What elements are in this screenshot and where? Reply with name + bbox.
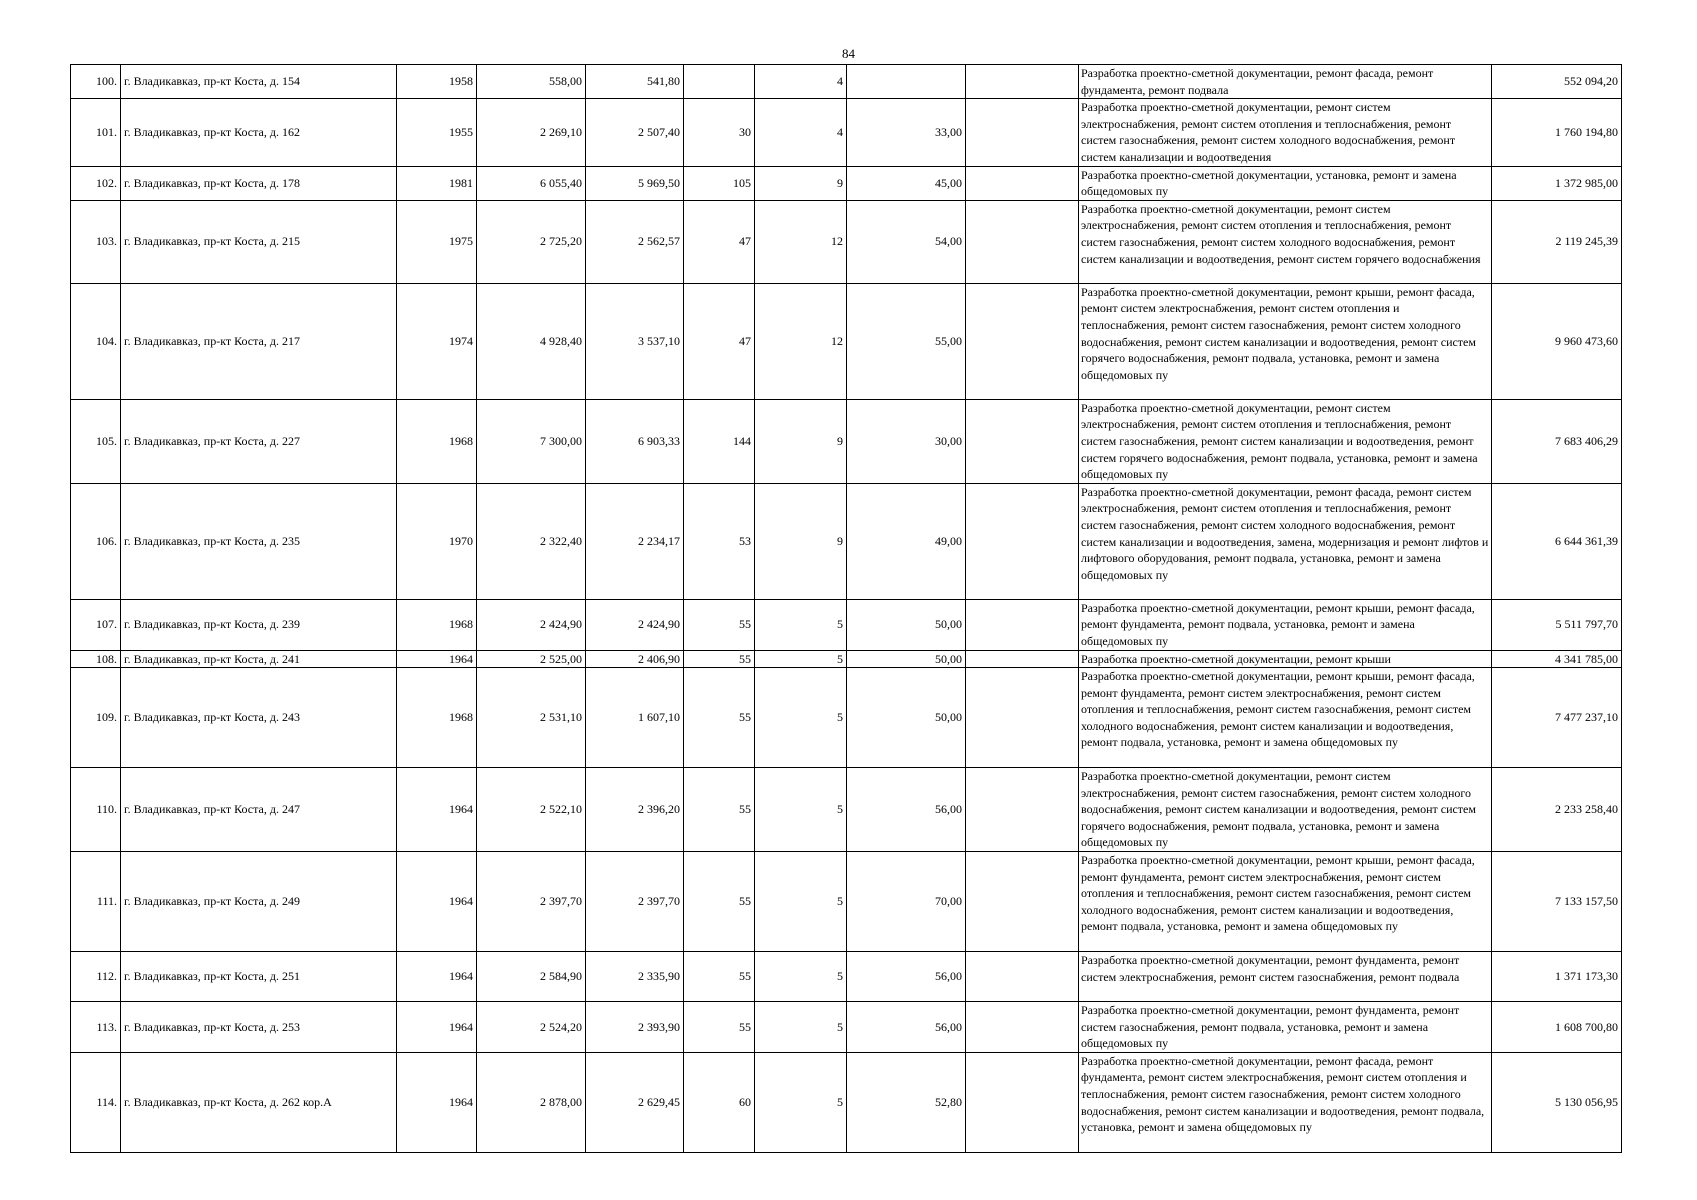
floors-cell: 5 xyxy=(755,1002,847,1053)
table-row xyxy=(71,399,1622,483)
empty-cell xyxy=(966,768,1079,852)
cost-cell: 552 094,20 xyxy=(1492,65,1622,99)
works-list-cell: Разработка проектно-сметной документации, ремонт систем электроснабжения, ремонт систем отопления и теплоснабжения, ремонт систем газоснабжения, ремонт систем канализации и водоотведения, ремонт систем горячего водоснабжения, ремонт подвала, установка, ремонт и замена общедомовых пу xyxy=(1079,399,1492,483)
cost-cell: 5 130 056,95 xyxy=(1492,1052,1622,1152)
address-cell: г. Владикавказ, пр-кт Коста, д. 247 xyxy=(121,768,397,852)
address-cell: г. Владикавказ, пр-кт Коста, д. 253 xyxy=(121,1002,397,1053)
residents-cell: 55 xyxy=(684,1002,755,1053)
total-area-cell: 4 928,40 xyxy=(477,283,586,399)
residents-cell: 47 xyxy=(684,283,755,399)
table-row xyxy=(71,599,1622,650)
value-cell: 56,00 xyxy=(847,768,966,852)
table-row xyxy=(71,65,1622,99)
year-cell: 1964 xyxy=(397,1052,477,1152)
address-cell: г. Владикавказ, пр-кт Коста, д. 215 xyxy=(121,200,397,283)
value-cell: 30,00 xyxy=(847,399,966,483)
cost-cell: 2 119 245,39 xyxy=(1492,200,1622,283)
empty-cell xyxy=(966,166,1079,200)
total-area-cell: 2 725,20 xyxy=(477,200,586,283)
residents-cell: 53 xyxy=(684,483,755,599)
value-cell: 56,00 xyxy=(847,1002,966,1053)
table-row xyxy=(71,99,1622,166)
residents-cell: 55 xyxy=(684,599,755,650)
total-area-cell: 558,00 xyxy=(477,65,586,99)
table-row xyxy=(71,200,1622,283)
cost-cell: 7 683 406,29 xyxy=(1492,399,1622,483)
works-list-cell: Разработка проектно-сметной документации, ремонт систем электроснабжения, ремонт систем отопления и теплоснабжения, ремонт систем газоснабжения, ремонт систем холодного водоснабжения, ремонт систем канализации и водоотведения xyxy=(1079,99,1492,166)
table-row xyxy=(71,650,1622,668)
value-cell: 56,00 xyxy=(847,952,966,1002)
year-cell: 1974 xyxy=(397,283,477,399)
empty-cell xyxy=(966,65,1079,99)
floors-cell: 5 xyxy=(755,599,847,650)
row-number: 104. xyxy=(71,283,121,399)
works-list-cell: Разработка проектно-сметной документации, ремонт крыши xyxy=(1079,650,1492,668)
empty-cell xyxy=(966,483,1079,599)
address-cell: г. Владикавказ, пр-кт Коста, д. 178 xyxy=(121,166,397,200)
cost-cell: 2 233 258,40 xyxy=(1492,768,1622,852)
total-area-cell: 2 525,00 xyxy=(477,650,586,668)
empty-cell xyxy=(966,399,1079,483)
row-number: 109. xyxy=(71,668,121,768)
residents-cell xyxy=(684,65,755,99)
address-cell: г. Владикавказ, пр-кт Коста, д. 235 xyxy=(121,483,397,599)
value-cell: 50,00 xyxy=(847,668,966,768)
table-row xyxy=(71,1002,1622,1053)
floors-cell: 5 xyxy=(755,650,847,668)
living-area-cell: 2 396,20 xyxy=(586,768,684,852)
works-list-cell: Разработка проектно-сметной документации, ремонт фасада, ремонт систем электроснабжения, ремонт систем отопления и теплоснабжения, ремонт систем газоснабжения, ремонт систем холодного водоснабжения, ремонт систем канализации и водоотведения, замена, модернизация и ремонт лифтов и лифтового оборудования, ремонт подвала, установка, ремонт и замена общедомовых пу xyxy=(1079,483,1492,599)
floors-cell: 4 xyxy=(755,65,847,99)
floors-cell: 9 xyxy=(755,399,847,483)
address-cell: г. Владикавказ, пр-кт Коста, д. 262 кор.А xyxy=(121,1052,397,1152)
value-cell: 45,00 xyxy=(847,166,966,200)
row-number: 100. xyxy=(71,65,121,99)
year-cell: 1970 xyxy=(397,483,477,599)
empty-cell xyxy=(966,599,1079,650)
year-cell: 1975 xyxy=(397,200,477,283)
address-cell: г. Владикавказ, пр-кт Коста, д. 251 xyxy=(121,952,397,1002)
empty-cell xyxy=(966,952,1079,1002)
cost-cell: 1 608 700,80 xyxy=(1492,1002,1622,1053)
cost-cell: 1 760 194,80 xyxy=(1492,99,1622,166)
works-list-cell: Разработка проектно-сметной документации, ремонт фасада, ремонт фундамента, ремонт подвала xyxy=(1079,65,1492,99)
empty-cell xyxy=(966,650,1079,668)
year-cell: 1964 xyxy=(397,650,477,668)
table-row xyxy=(71,483,1622,599)
address-cell: г. Владикавказ, пр-кт Коста, д. 239 xyxy=(121,599,397,650)
residents-cell: 55 xyxy=(684,650,755,668)
living-area-cell: 2 393,90 xyxy=(586,1002,684,1053)
year-cell: 1964 xyxy=(397,852,477,952)
works-list-cell: Разработка проектно-сметной документации, установка, ремонт и замена общедомовых пу xyxy=(1079,166,1492,200)
empty-cell xyxy=(966,1052,1079,1152)
table-row xyxy=(71,768,1622,852)
table-row xyxy=(71,166,1622,200)
residents-cell: 30 xyxy=(684,99,755,166)
table-row xyxy=(71,952,1622,1002)
works-list-cell: Разработка проектно-сметной документации, ремонт фундамента, ремонт систем газоснабжения, ремонт подвала, установка, ремонт и замена общедомовых пу xyxy=(1079,1002,1492,1053)
row-number: 111. xyxy=(71,852,121,952)
value-cell: 50,00 xyxy=(847,650,966,668)
floors-cell: 4 xyxy=(755,99,847,166)
cost-cell: 7 133 157,50 xyxy=(1492,852,1622,952)
living-area-cell: 5 969,50 xyxy=(586,166,684,200)
works-list-cell: Разработка проектно-сметной документации, ремонт фасада, ремонт фундамента, ремонт систем электроснабжения, ремонт систем отопления и теплоснабжения, ремонт систем газоснабжения, ремонт систем холодного водоснабжения, ремонт систем канализации и водоотведения, ремонт подвала, установка, ремонт и замена общедомовых пу xyxy=(1079,1052,1492,1152)
table-body xyxy=(71,65,1622,1153)
row-number: 105. xyxy=(71,399,121,483)
empty-cell xyxy=(966,200,1079,283)
year-cell: 1981 xyxy=(397,166,477,200)
living-area-cell: 1 607,10 xyxy=(586,668,684,768)
floors-cell: 5 xyxy=(755,668,847,768)
works-list-cell: Разработка проектно-сметной документации, ремонт крыши, ремонт фасада, ремонт фундамента, ремонт подвала, установка, ремонт и замена общедомовых пу xyxy=(1079,599,1492,650)
value-cell xyxy=(847,65,966,99)
living-area-cell: 2 562,57 xyxy=(586,200,684,283)
floors-cell: 12 xyxy=(755,200,847,283)
living-area-cell: 2 507,40 xyxy=(586,99,684,166)
cost-cell: 4 341 785,00 xyxy=(1492,650,1622,668)
living-area-cell: 2 424,90 xyxy=(586,599,684,650)
table-row xyxy=(71,852,1622,952)
table-row xyxy=(71,283,1622,399)
value-cell: 33,00 xyxy=(847,99,966,166)
value-cell: 50,00 xyxy=(847,599,966,650)
total-area-cell: 6 055,40 xyxy=(477,166,586,200)
residents-cell: 60 xyxy=(684,1052,755,1152)
living-area-cell: 6 903,33 xyxy=(586,399,684,483)
address-cell: г. Владикавказ, пр-кт Коста, д. 162 xyxy=(121,99,397,166)
empty-cell xyxy=(966,283,1079,399)
works-list-cell: Разработка проектно-сметной документации, ремонт систем электроснабжения, ремонт систем газоснабжения, ремонт систем холодного водоснабжения, ремонт систем канализации и водоотведения, ремонт систем горячего водоснабжения, ремонт подвала, установка, ремонт и замена общедомовых пу xyxy=(1079,768,1492,852)
total-area-cell: 2 878,00 xyxy=(477,1052,586,1152)
cost-cell: 7 477 237,10 xyxy=(1492,668,1622,768)
residents-cell: 55 xyxy=(684,852,755,952)
page-number: 84 xyxy=(842,46,855,61)
cost-cell: 5 511 797,70 xyxy=(1492,599,1622,650)
living-area-cell: 541,80 xyxy=(586,65,684,99)
empty-cell xyxy=(966,99,1079,166)
value-cell: 55,00 xyxy=(847,283,966,399)
works-list-cell: Разработка проектно-сметной документации, ремонт крыши, ремонт фасада, ремонт фундамента, ремонт систем электроснабжения, ремонт систем отопления и теплоснабжения, ремонт систем газоснабжения, ремонт систем холодного водоснабжения, ремонт систем канализации и водоотведения, ремонт подвала, установка, ремонт и замена общедомовых пу xyxy=(1079,668,1492,768)
residents-cell: 105 xyxy=(684,166,755,200)
row-number: 113. xyxy=(71,1002,121,1053)
total-area-cell: 2 584,90 xyxy=(477,952,586,1002)
cost-cell: 9 960 473,60 xyxy=(1492,283,1622,399)
row-number: 106. xyxy=(71,483,121,599)
row-number: 114. xyxy=(71,1052,121,1152)
empty-cell xyxy=(966,852,1079,952)
total-area-cell: 2 269,10 xyxy=(477,99,586,166)
works-list-cell: Разработка проектно-сметной документации, ремонт крыши, ремонт фасада, ремонт фундамента, ремонт систем электроснабжения, ремонт систем отопления и теплоснабжения, ремонт систем газоснабжения, ремонт систем холодного водоснабжения, ремонт систем канализации и водоотведения, ремонт подвала, установка, ремонт и замена общедомовых пу xyxy=(1079,852,1492,952)
address-cell: г. Владикавказ, пр-кт Коста, д. 227 xyxy=(121,399,397,483)
address-cell: г. Владикавказ, пр-кт Коста, д. 217 xyxy=(121,283,397,399)
empty-cell xyxy=(966,1002,1079,1053)
floors-cell: 5 xyxy=(755,768,847,852)
value-cell: 52,80 xyxy=(847,1052,966,1152)
cost-cell: 1 372 985,00 xyxy=(1492,166,1622,200)
year-cell: 1964 xyxy=(397,1002,477,1053)
floors-cell: 9 xyxy=(755,166,847,200)
residents-cell: 55 xyxy=(684,668,755,768)
floors-cell: 5 xyxy=(755,952,847,1002)
row-number: 112. xyxy=(71,952,121,1002)
cost-cell: 6 644 361,39 xyxy=(1492,483,1622,599)
year-cell: 1958 xyxy=(397,65,477,99)
works-list-cell: Разработка проектно-сметной документации, ремонт фундамента, ремонт систем электроснабжения, ремонт систем газоснабжения, ремонт подвала xyxy=(1079,952,1492,1002)
table-row xyxy=(71,1052,1622,1152)
housing-repair-table xyxy=(70,64,1622,1153)
row-number: 110. xyxy=(71,768,121,852)
total-area-cell: 2 322,40 xyxy=(477,483,586,599)
address-cell: г. Владикавказ, пр-кт Коста, д. 249 xyxy=(121,852,397,952)
year-cell: 1964 xyxy=(397,768,477,852)
residents-cell: 144 xyxy=(684,399,755,483)
living-area-cell: 2 335,90 xyxy=(586,952,684,1002)
total-area-cell: 2 524,20 xyxy=(477,1002,586,1053)
value-cell: 54,00 xyxy=(847,200,966,283)
year-cell: 1964 xyxy=(397,952,477,1002)
floors-cell: 5 xyxy=(755,852,847,952)
total-area-cell: 2 522,10 xyxy=(477,768,586,852)
row-number: 101. xyxy=(71,99,121,166)
address-cell: г. Владикавказ, пр-кт Коста, д. 154 xyxy=(121,65,397,99)
total-area-cell: 2 531,10 xyxy=(477,668,586,768)
works-list-cell: Разработка проектно-сметной документации, ремонт систем электроснабжения, ремонт систем отопления и теплоснабжения, ремонт систем газоснабжения, ремонт систем холодного водоснабжения, ремонт систем канализации и водоотведения, ремонт систем горячего водоснабжения xyxy=(1079,200,1492,283)
floors-cell: 5 xyxy=(755,1052,847,1152)
living-area-cell: 2 397,70 xyxy=(586,852,684,952)
total-area-cell: 2 424,90 xyxy=(477,599,586,650)
total-area-cell: 7 300,00 xyxy=(477,399,586,483)
value-cell: 70,00 xyxy=(847,852,966,952)
year-cell: 1968 xyxy=(397,668,477,768)
living-area-cell: 2 234,17 xyxy=(586,483,684,599)
row-number: 103. xyxy=(71,200,121,283)
living-area-cell: 2 406,90 xyxy=(586,650,684,668)
residents-cell: 55 xyxy=(684,952,755,1002)
empty-cell xyxy=(966,668,1079,768)
row-number: 102. xyxy=(71,166,121,200)
year-cell: 1968 xyxy=(397,399,477,483)
living-area-cell: 3 537,10 xyxy=(586,283,684,399)
floors-cell: 9 xyxy=(755,483,847,599)
table-row xyxy=(71,668,1622,768)
address-cell: г. Владикавказ, пр-кт Коста, д. 241 xyxy=(121,650,397,668)
residents-cell: 55 xyxy=(684,768,755,852)
floors-cell: 12 xyxy=(755,283,847,399)
year-cell: 1955 xyxy=(397,99,477,166)
year-cell: 1968 xyxy=(397,599,477,650)
total-area-cell: 2 397,70 xyxy=(477,852,586,952)
value-cell: 49,00 xyxy=(847,483,966,599)
row-number: 108. xyxy=(71,650,121,668)
residents-cell: 47 xyxy=(684,200,755,283)
works-list-cell: Разработка проектно-сметной документации, ремонт крыши, ремонт фасада, ремонт систем электроснабжения, ремонт систем отопления и теплоснабжения, ремонт систем газоснабжения, ремонт систем холодного водоснабжения, ремонт систем канализации и водоотведения, ремонт систем горячего водоснабжения, ремонт подвала, установка, ремонт и замена общедомовых пу xyxy=(1079,283,1492,399)
address-cell: г. Владикавказ, пр-кт Коста, д. 243 xyxy=(121,668,397,768)
living-area-cell: 2 629,45 xyxy=(586,1052,684,1152)
row-number: 107. xyxy=(71,599,121,650)
cost-cell: 1 371 173,30 xyxy=(1492,952,1622,1002)
